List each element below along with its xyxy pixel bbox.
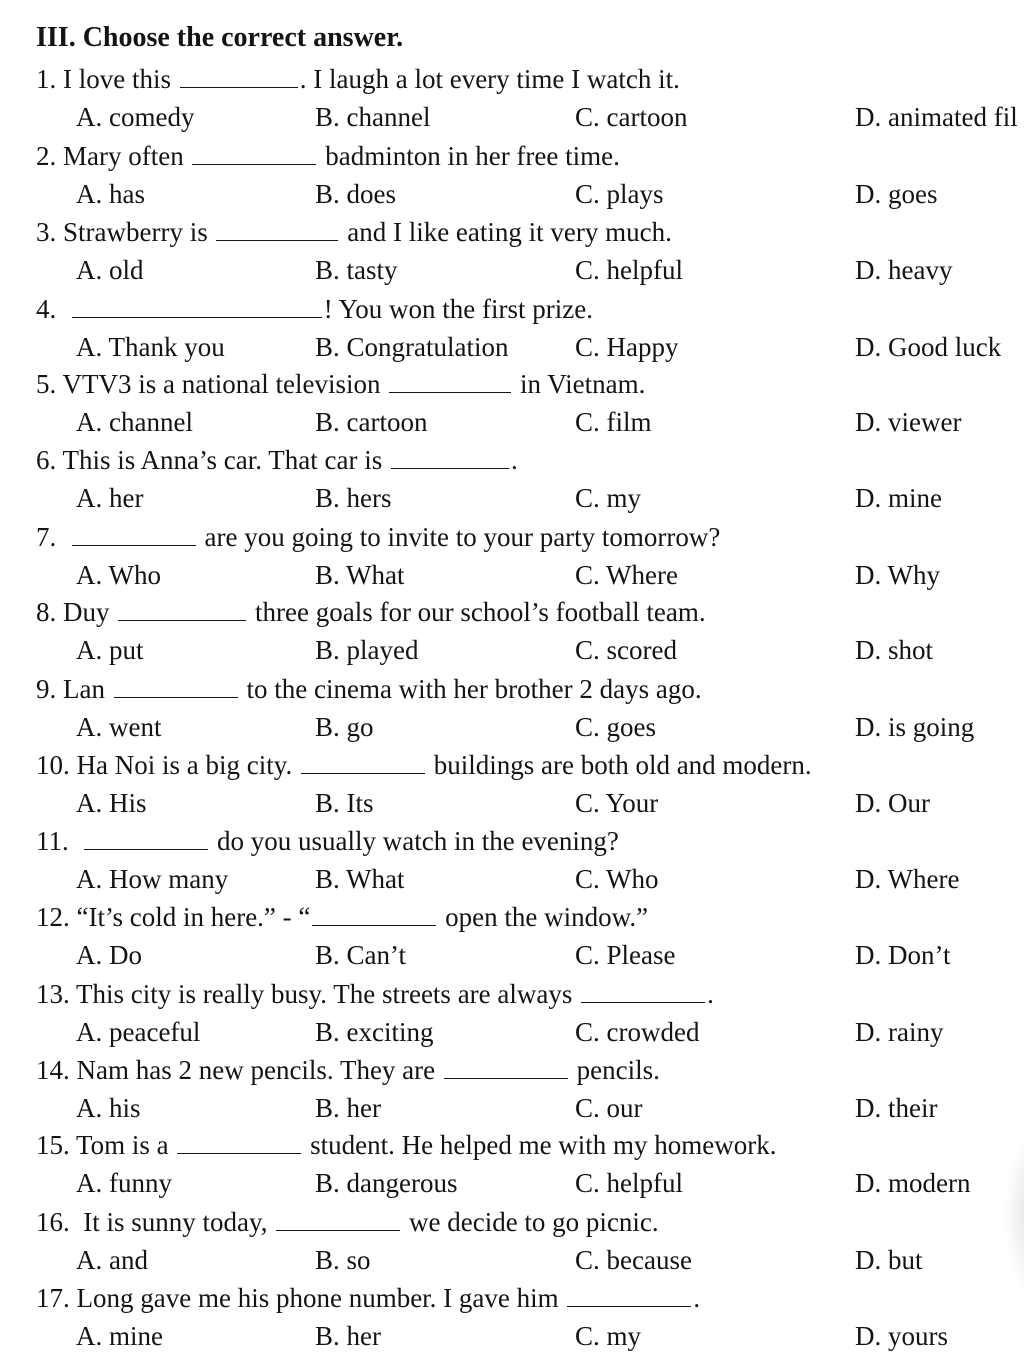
question-text-after: open the window.” xyxy=(438,902,649,932)
question-text-after: . xyxy=(510,445,518,475)
question-text-before: Ha Noi is a big city. xyxy=(76,750,299,780)
answer-blank[interactable] xyxy=(312,903,436,926)
answer-blank[interactable] xyxy=(391,446,509,469)
option-b[interactable]: B. exciting xyxy=(315,1017,434,1047)
option-b[interactable]: B. What xyxy=(315,864,405,894)
answer-blank[interactable] xyxy=(581,980,705,1003)
option-a[interactable]: A. How many xyxy=(76,864,229,894)
question-number: 16. xyxy=(36,1207,70,1237)
option-d[interactable]: D. Our xyxy=(855,788,930,818)
option-d[interactable]: D. shot xyxy=(855,635,934,665)
option-c[interactable]: C. Happy xyxy=(575,332,679,362)
option-c[interactable]: C. Your xyxy=(575,788,659,818)
answer-blank[interactable] xyxy=(114,675,238,698)
answer-blank[interactable] xyxy=(216,218,338,241)
option-d[interactable]: D. Why xyxy=(855,560,940,590)
question-text-after: to the cinema with her brother 2 days ago. xyxy=(239,674,702,704)
option-c[interactable]: C. cartoon xyxy=(575,102,688,132)
option-a[interactable]: A. his xyxy=(76,1093,141,1123)
page-edge-shadow xyxy=(1004,1130,1024,1300)
option-b[interactable]: B. tasty xyxy=(315,255,398,285)
option-d[interactable]: D. their xyxy=(855,1093,938,1123)
question-line xyxy=(36,1128,777,1162)
question-text-before: VTV3 is a national television xyxy=(62,369,388,399)
option-b[interactable]: B. hers xyxy=(315,483,392,513)
option-c[interactable]: C. scored xyxy=(575,635,677,665)
answer-blank[interactable] xyxy=(389,370,511,393)
question-text-before: Long gave me his phone number. I gave him xyxy=(76,1283,566,1313)
question-line xyxy=(36,367,645,401)
question-text-after: . xyxy=(693,1283,701,1313)
question-number: 3. xyxy=(36,217,57,247)
option-d[interactable]: D. viewer xyxy=(855,407,962,437)
option-c[interactable]: C. helpful xyxy=(575,255,683,285)
question-text-before: It is sunny today, xyxy=(76,1207,275,1237)
section-title: III. Choose the correct answer. xyxy=(36,22,404,53)
option-a[interactable]: A. peaceful xyxy=(76,1017,201,1047)
question-line xyxy=(36,1053,660,1087)
option-a[interactable]: A. Do xyxy=(76,940,142,970)
option-d[interactable]: D. goes xyxy=(855,179,938,209)
question-text-before: Lan xyxy=(63,674,112,704)
option-a[interactable]: A. Who xyxy=(76,560,161,590)
option-c[interactable]: C. crowded xyxy=(575,1017,700,1047)
question-line xyxy=(36,595,706,629)
question-text-before: This is Anna’s car. That car is xyxy=(62,445,389,475)
question-number: 15. xyxy=(36,1130,70,1160)
question-line xyxy=(36,824,619,858)
question-text-after: and I like eating it very much. xyxy=(340,217,672,247)
question-text-after: we decide to go picnic. xyxy=(402,1207,659,1237)
option-d[interactable]: D. heavy xyxy=(855,255,953,285)
question-line xyxy=(36,520,720,554)
answer-blank[interactable] xyxy=(192,142,316,165)
question-number: 17. xyxy=(36,1283,70,1313)
option-a[interactable]: A. went xyxy=(76,712,162,742)
option-b[interactable]: B. Its xyxy=(315,788,374,818)
question-number: 14. xyxy=(36,1055,70,1085)
question-text-after: do you usually watch in the evening? xyxy=(210,826,619,856)
question-line xyxy=(36,215,672,249)
option-d[interactable]: D. yours xyxy=(855,1321,948,1351)
question-line xyxy=(36,672,702,706)
option-a[interactable]: A. comedy xyxy=(76,102,195,132)
option-b[interactable]: B. Can’t xyxy=(315,940,407,970)
question-number: 7. xyxy=(36,522,57,552)
question-line xyxy=(36,62,680,96)
option-c[interactable]: C. Where xyxy=(575,560,678,590)
option-a[interactable]: A. old xyxy=(76,255,144,285)
option-b[interactable]: B. channel xyxy=(315,102,431,132)
question-text-before: Duy xyxy=(63,597,117,627)
option-b[interactable]: B. played xyxy=(315,635,419,665)
question-text-before xyxy=(76,826,83,856)
answer-blank[interactable] xyxy=(118,598,246,621)
option-b[interactable]: B. What xyxy=(315,560,405,590)
option-b[interactable]: B. does xyxy=(315,179,396,209)
question-number: 13. xyxy=(36,979,70,1009)
option-d[interactable]: D. is going xyxy=(855,712,975,742)
option-a[interactable]: A. Thank you xyxy=(76,332,225,362)
option-b[interactable]: B. so xyxy=(315,1245,371,1275)
option-b[interactable]: B. her xyxy=(315,1093,381,1123)
question-text-before: This city is really busy. The streets are always xyxy=(76,979,580,1009)
question-line xyxy=(36,443,518,477)
question-number: 8. xyxy=(36,597,57,627)
question-text-before: Mary often xyxy=(63,141,191,171)
question-text-before: “It’s cold in here.” - “ xyxy=(76,902,311,932)
question-text-after: badminton in her free time. xyxy=(318,141,620,171)
question-number: 5. xyxy=(36,369,57,399)
option-c[interactable]: C. my xyxy=(575,483,642,513)
question-line xyxy=(36,1205,659,1239)
option-a[interactable]: A. her xyxy=(76,483,144,513)
question-text-after: in Vietnam. xyxy=(513,369,646,399)
question-text-after: three goals for our school’s football team. xyxy=(248,597,706,627)
question-text-after: buildings are both old and modern. xyxy=(426,750,812,780)
question-number: 2. xyxy=(36,141,57,171)
option-d[interactable]: D. mine xyxy=(855,483,942,513)
option-a[interactable]: A. His xyxy=(76,788,147,818)
option-c[interactable]: C. my xyxy=(575,1321,642,1351)
answer-blank[interactable] xyxy=(567,1284,691,1307)
answer-blank[interactable] xyxy=(180,65,298,88)
question-number: 9. xyxy=(36,674,57,704)
question-line xyxy=(36,292,593,326)
question-number: 6. xyxy=(36,445,57,475)
question-text-before xyxy=(63,522,70,552)
option-c[interactable]: C. film xyxy=(575,407,652,437)
option-b[interactable]: B. her xyxy=(315,1321,381,1351)
question-text-before: Tom is a xyxy=(76,1130,176,1160)
question-text-after: ! You won the first prize. xyxy=(323,294,593,324)
question-number: 4. xyxy=(36,294,57,324)
question-text-after: . I laugh a lot every time I watch it. xyxy=(299,64,680,94)
option-a[interactable]: A. mine xyxy=(76,1321,163,1351)
answer-blank[interactable] xyxy=(444,1056,568,1079)
option-a[interactable]: A. funny xyxy=(76,1168,172,1198)
question-number: 10. xyxy=(36,750,70,780)
option-a[interactable]: A. has xyxy=(76,179,145,209)
question-text-before: I love this xyxy=(63,64,178,94)
option-c[interactable]: C. our xyxy=(575,1093,643,1123)
question-number: 1. xyxy=(36,64,57,94)
question-text-after: are you going to invite to your party tomorrow? xyxy=(197,522,721,552)
option-b[interactable]: B. cartoon xyxy=(315,407,428,437)
answer-blank[interactable] xyxy=(72,523,196,546)
option-a[interactable]: A. channel xyxy=(76,407,193,437)
answer-blank[interactable] xyxy=(276,1208,400,1231)
option-c[interactable]: C. helpful xyxy=(575,1168,683,1198)
option-b[interactable]: B. go xyxy=(315,712,374,742)
option-d[interactable]: D. Where xyxy=(855,864,960,894)
option-c[interactable]: C. Who xyxy=(575,864,659,894)
option-c[interactable]: C. goes xyxy=(575,712,656,742)
option-d[interactable]: D. Don’t xyxy=(855,940,951,970)
option-a[interactable]: A. and xyxy=(76,1245,148,1275)
option-d[interactable]: D. Good luck xyxy=(855,332,1002,362)
option-d[interactable]: D. modern xyxy=(855,1168,971,1198)
question-line xyxy=(36,900,648,934)
option-d[interactable]: D. rainy xyxy=(855,1017,944,1047)
question-text-after: . xyxy=(707,979,714,1009)
question-number: 12. xyxy=(36,902,70,932)
answer-blank[interactable] xyxy=(84,827,208,850)
option-b[interactable]: B. Congratulation xyxy=(315,332,509,362)
question-text-before xyxy=(63,294,70,324)
answer-blank[interactable] xyxy=(72,295,322,318)
question-line xyxy=(36,1281,700,1315)
question-text-before: Nam has 2 new pencils. They are xyxy=(76,1055,442,1085)
option-c[interactable]: C. plays xyxy=(575,179,664,209)
question-number: 11. xyxy=(36,826,69,856)
option-d[interactable]: D. animated fil xyxy=(855,102,1018,132)
question-text-after: student. He helped me with my homework. xyxy=(303,1130,777,1160)
question-line xyxy=(36,748,812,782)
answer-blank[interactable] xyxy=(177,1131,301,1154)
question-line xyxy=(36,139,620,173)
option-c[interactable]: C. because xyxy=(575,1245,692,1275)
question-line xyxy=(36,977,714,1011)
question-text-after: pencils. xyxy=(569,1055,660,1085)
option-d[interactable]: D. but xyxy=(855,1245,923,1275)
answer-blank[interactable] xyxy=(301,751,425,774)
option-c[interactable]: C. Please xyxy=(575,940,676,970)
option-a[interactable]: A. put xyxy=(76,635,144,665)
option-b[interactable]: B. dangerous xyxy=(315,1168,458,1198)
question-text-before: Strawberry is xyxy=(63,217,215,247)
